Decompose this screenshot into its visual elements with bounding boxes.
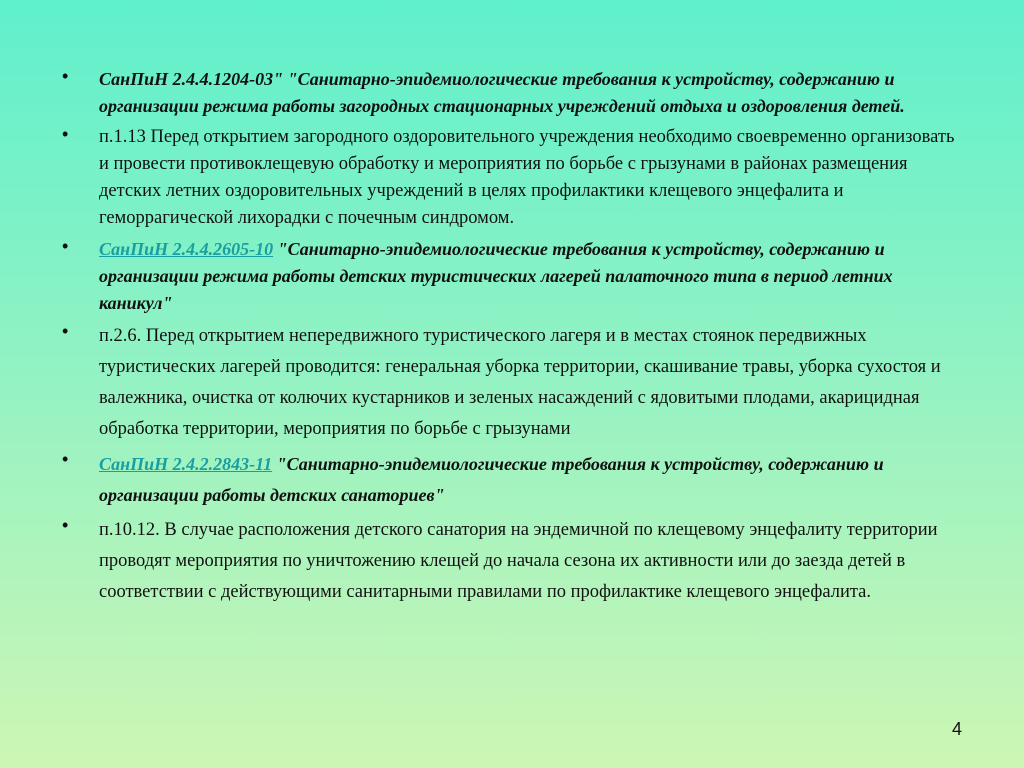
clause-10-12-text: п.10.12. В случае расположения детского санатория на эндемичной по клещевому энцефалиту территории проводят мероприятия по уничтожению клещей до начала сезона их активности или до заезда детей в соответствии с действующими санитарными правилами по профилактике клещевого энцефалита. — [99, 520, 938, 602]
page-number: 4 — [951, 719, 962, 739]
sanpin-1204-heading: СанПиН 2.4.4.1204-03" "Санитарно-эпидемиологические требования к устройству, содержанию и организации режима работы загородных стационарных учреждений отдыха и оздоровления детей. — [99, 69, 905, 116]
sanpin-2843-link[interactable]: СанПиН 2.4.2.2843-11 — [99, 454, 273, 474]
bullet-icon: • — [62, 236, 69, 256]
bullet-icon: • — [62, 515, 69, 535]
list-item-sanpin-2843 — [62, 449, 962, 511]
bullet-icon: • — [62, 66, 69, 86]
clause-2-6-text: п.2.6. Перед открытием непередвижного туристического лагеря и в местах стоянок передвижных туристических лагерей проводится: генеральная уборка территории, скашивание травы, уборка сухостоя и валежника, очистка от колючих кустарников и зеленых насаждений с ядовитыми плодами, акарицидная обработка территории, мероприятия по борьбе с грызунами — [99, 326, 941, 439]
list-item-clause-2-6 — [62, 321, 962, 445]
sanpin-2843-title: "Санитарно-эпидемиологические требования к устройству, содержанию и организации работы детских санаториев" — [99, 454, 884, 505]
list-item-sanpin-1204 — [62, 66, 962, 120]
bullet-icon: • — [62, 124, 69, 144]
sanpin-2605-link[interactable]: СанПиН 2.4.4.2605-10 — [99, 239, 274, 259]
sanpin-2605-title: "Санитарно-эпидемиологические требования к устройству, содержанию и организации режима работы детских туристических лагерей палаточного типа в период летних каникул" — [99, 239, 893, 313]
bullet-icon: • — [62, 449, 69, 469]
list-item-clause-1-13 — [62, 124, 962, 232]
sanpin-2843-heading — [99, 449, 962, 511]
clause-1-13-text: п.1.13 Перед открытием загородного оздоровительного учреждения необходимо своевременно организовать и провести противоклещевую обработку и мероприятия по борьбе с грызунами в районах размещения детских летних оздоровительных учреждений в целях профилактики клещевого энцефалита и геморрагической лихорадки с почечным синдромом. — [99, 127, 955, 228]
slide-content-list — [62, 66, 962, 612]
sanpin-2605-heading — [99, 236, 962, 317]
list-item-sanpin-2605 — [62, 236, 962, 317]
bullet-icon: • — [62, 321, 69, 341]
list-item-clause-10-12 — [62, 515, 962, 608]
